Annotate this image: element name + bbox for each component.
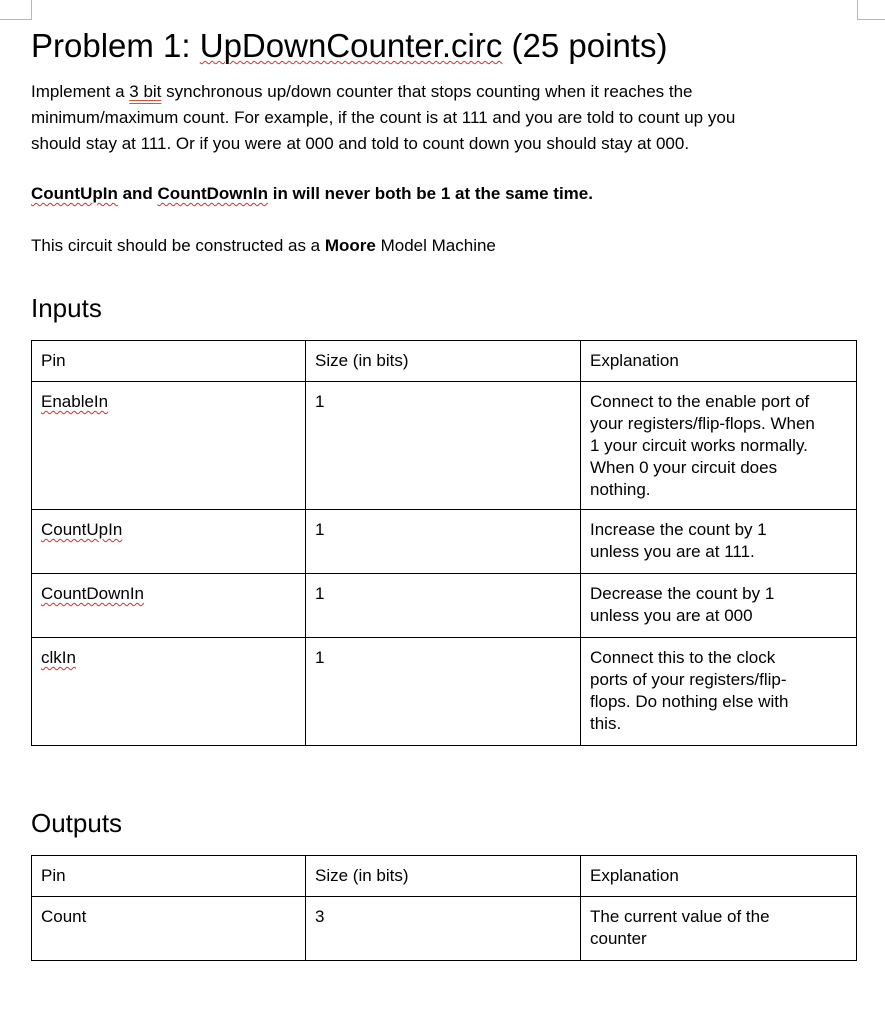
column-header-size: Size (in bits) (306, 341, 581, 382)
explanation-cell: Connect to the enable port of your registers/flip-flops. When 1 your circuit works normally. When 0 your circuit does nothing. (581, 382, 857, 510)
size-cell: 1 (306, 574, 581, 638)
outputs-table (31, 855, 857, 961)
description-line-3: should stay at 111. Or if you were at 000 and told to count down you should stay at 000. (31, 134, 690, 153)
title-suffix: (25 points) (502, 27, 668, 64)
size-cell: 3 (306, 897, 581, 961)
note-term-countupin: CountUpIn (31, 184, 118, 203)
pin-cell (32, 574, 306, 638)
table-header-row (32, 856, 857, 897)
table-row (32, 382, 857, 510)
note-term-countdownin: CountDownIn (157, 184, 268, 203)
title-prefix: Problem 1: (31, 27, 200, 64)
pin-name: CountUpIn (41, 520, 123, 539)
explanation-cell: Connect this to the clock ports of your registers/flip- flops. Do nothing else with this. (581, 638, 857, 746)
title-filename: UpDownCounter.circ (199, 27, 503, 64)
column-header-pin: Pin (32, 856, 306, 897)
constraint-note: CountUpIn and CountDownIn in will never both be 1 at the same time. (31, 184, 593, 203)
explanation-cell: The current value of the counter (581, 897, 857, 961)
column-header-size: Size (in bits) (306, 856, 581, 897)
inputs-table (31, 340, 857, 746)
size-cell: 1 (306, 638, 581, 746)
crop-mark-top-right (857, 0, 885, 20)
size-cell: 1 (306, 382, 581, 510)
table-header-row (32, 341, 857, 382)
description-line-1: Implement a 3 bit synchronous up/down counter that stops counting when it reaches the (31, 82, 693, 101)
pin-name: EnableIn (41, 392, 109, 411)
description-paragraph (31, 79, 735, 157)
bit-width-emphasis: 3 bit (129, 82, 162, 101)
size-cell: 1 (306, 510, 581, 574)
table-row (32, 510, 857, 574)
column-header-explanation: Explanation (581, 856, 857, 897)
pin-cell (32, 510, 306, 574)
explanation-cell: Increase the count by 1 unless you are at 111. (581, 510, 857, 574)
explanation-cell: Decrease the count by 1 unless you are at 000 (581, 574, 857, 638)
table-row (32, 897, 857, 961)
pin-name: CountDownIn (41, 584, 145, 603)
pin-cell (32, 638, 306, 746)
table-row (32, 574, 857, 638)
crop-mark-top-left (0, 0, 32, 20)
description-line-2: minimum/maximum count. For example, if the count is at 111 and you are told to count up you (31, 108, 736, 127)
column-header-explanation: Explanation (581, 341, 857, 382)
model-type: Moore (324, 236, 376, 255)
pin-name: clkIn (41, 648, 76, 667)
outputs-heading: Outputs (31, 808, 123, 838)
table-row (32, 638, 857, 746)
model-statement: This circuit should be constructed as a Moore Model Machine (31, 236, 496, 255)
page-title (31, 26, 667, 66)
inputs-heading: Inputs (31, 293, 102, 323)
pin-cell: Count (32, 897, 306, 961)
column-header-pin: Pin (32, 341, 306, 382)
pin-cell (32, 382, 306, 510)
